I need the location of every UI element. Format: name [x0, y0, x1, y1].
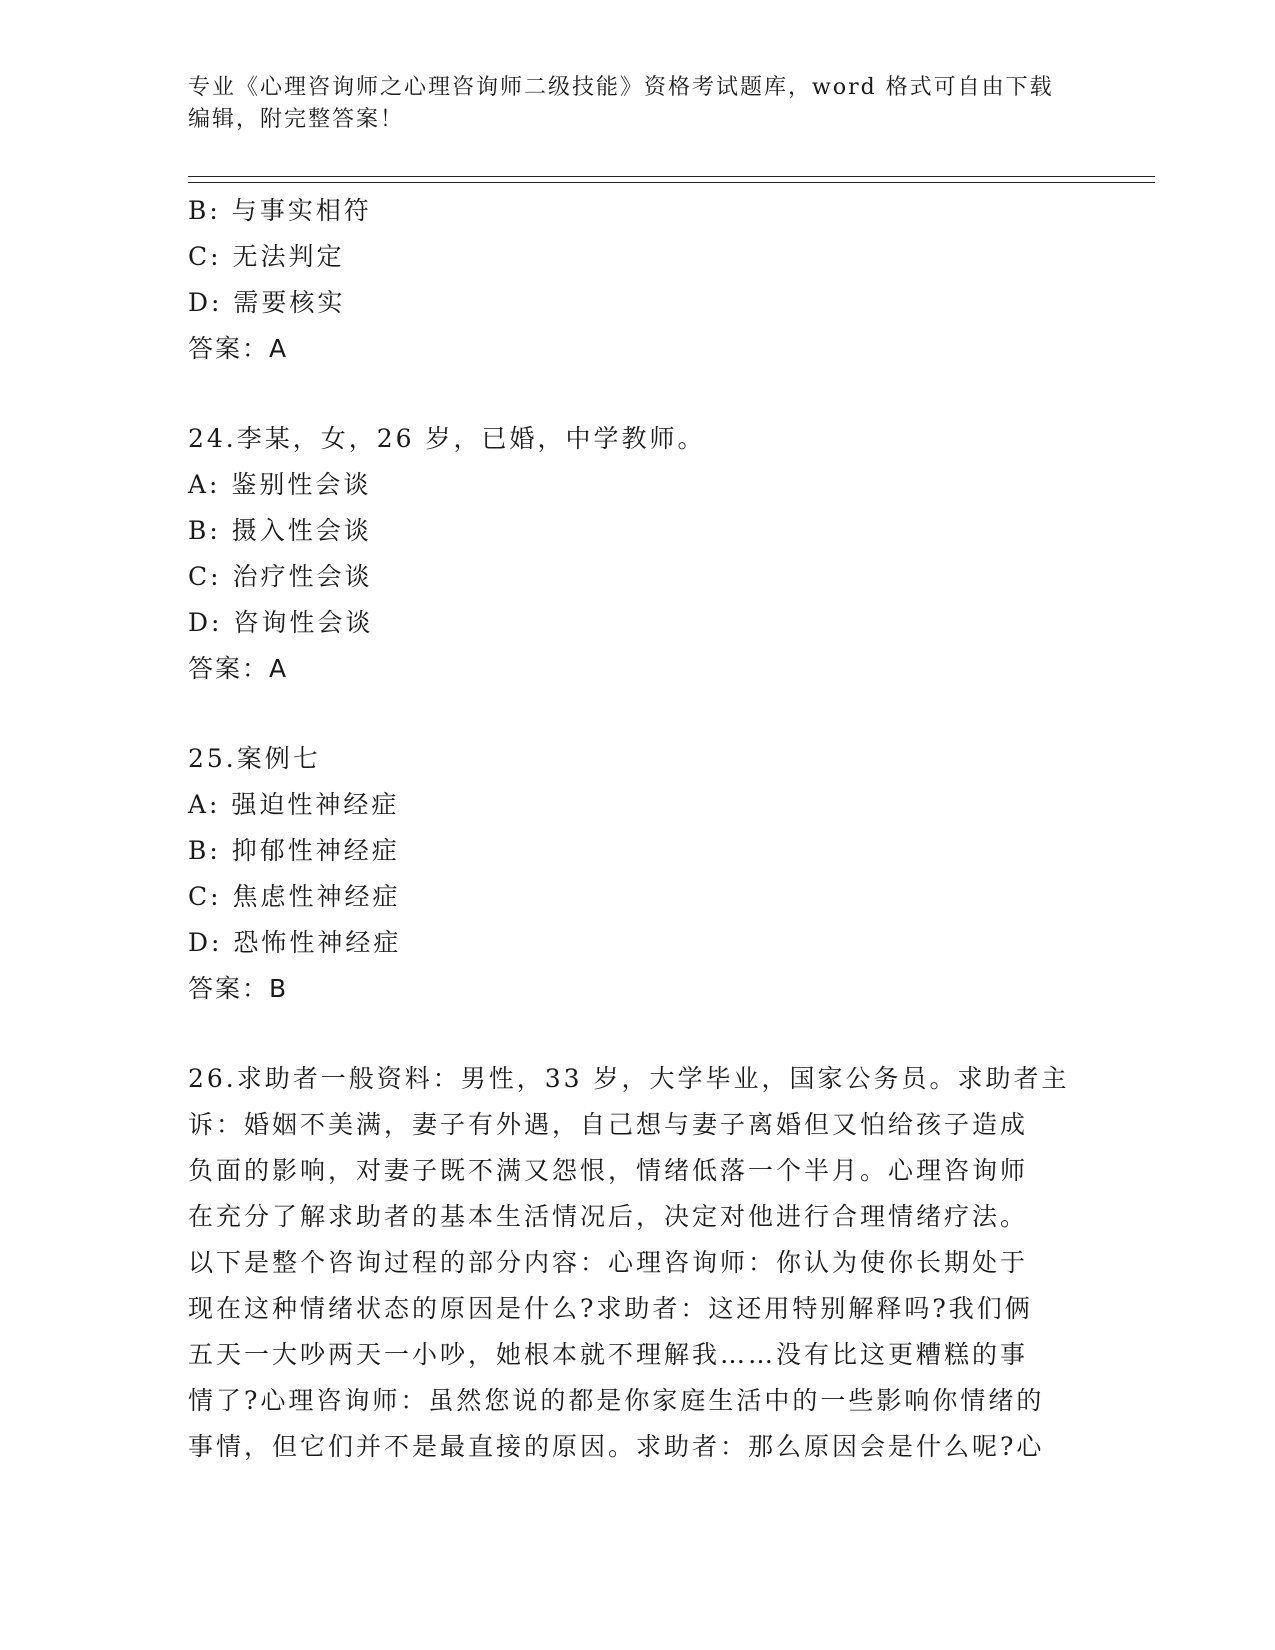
answer-line: 答案：A: [188, 334, 289, 363]
question-stem-line: 情了?心理咨询师：虽然您说的都是你家庭生活中的一些影响你情绪的: [188, 1386, 1045, 1415]
question-stem-line: 负面的影响，对妻子既不满又怨恨，情绪低落一个半月。心理咨询师: [188, 1156, 1029, 1185]
option-a: A: 强迫性神经症: [188, 790, 400, 819]
question-stem-line: 现在这种情绪状态的原因是什么?求助者：这还用特别解释吗?我们俩: [188, 1294, 1033, 1323]
question-stem-line: 26.求助者一般资料：男性，33 岁，大学毕业，国家公务员。求助者主: [188, 1064, 1070, 1093]
question-24: [188, 416, 1078, 692]
header-rule-top: [188, 176, 1155, 177]
page-header: [188, 72, 1068, 136]
header-rule-bottom: [188, 182, 1155, 183]
option-d: D: 咨询性会谈: [188, 608, 374, 637]
question-stem: 24.李某，女，26 岁，已婚，中学教师。: [188, 424, 706, 453]
question-stem-line: 在充分了解求助者的基本生活情况后，决定对他进行合理情绪疗法。: [188, 1202, 1029, 1231]
spacer: [188, 372, 1078, 416]
option-b: B: 抑郁性神经症: [188, 836, 400, 865]
option-b: B: 摄入性会谈: [188, 516, 372, 545]
option-d: D: 恐怖性神经症: [188, 928, 402, 957]
spacer: [188, 692, 1078, 736]
header-line-2: 编辑，附完整答案！: [188, 107, 405, 132]
question-stem-line: 事情，但它们并不是最直接的原因。求助者：那么原因会是什么呢?心: [188, 1432, 1045, 1461]
question-stem: 25.案例七: [188, 744, 321, 773]
question-25: [188, 736, 1078, 1012]
option-a: A: 鉴别性会谈: [188, 470, 372, 499]
option-c: C: 治疗性会谈: [188, 562, 373, 591]
option-c: C: 焦虑性神经症: [188, 882, 401, 911]
option-d: D: 需要核实: [188, 288, 346, 317]
spacer: [188, 1012, 1078, 1056]
question-23-tail: [188, 188, 1078, 372]
answer-line: 答案：B: [188, 974, 289, 1003]
answer-line: 答案：A: [188, 654, 289, 683]
document-body: [188, 188, 1078, 1470]
question-26: [188, 1056, 1078, 1470]
header-line-1: 专业《心理咨询师之心理咨询师二级技能》资格考试题库，word 格式可自由下载: [188, 75, 1054, 100]
question-stem-line: 以下是整个咨询过程的部分内容：心理咨询师：你认为使你长期处于: [188, 1248, 1029, 1277]
option-c: C: 无法判定: [188, 242, 345, 271]
question-stem-line: 五天一大吵两天一小吵，她根本就不理解我……没有比这更糟糕的事: [188, 1340, 1029, 1369]
option-b: B: 与事实相符: [188, 196, 372, 225]
question-stem-line: 诉：婚姻不美满，妻子有外遇，自己想与妻子离婚但又怕给孩子造成: [188, 1110, 1029, 1139]
